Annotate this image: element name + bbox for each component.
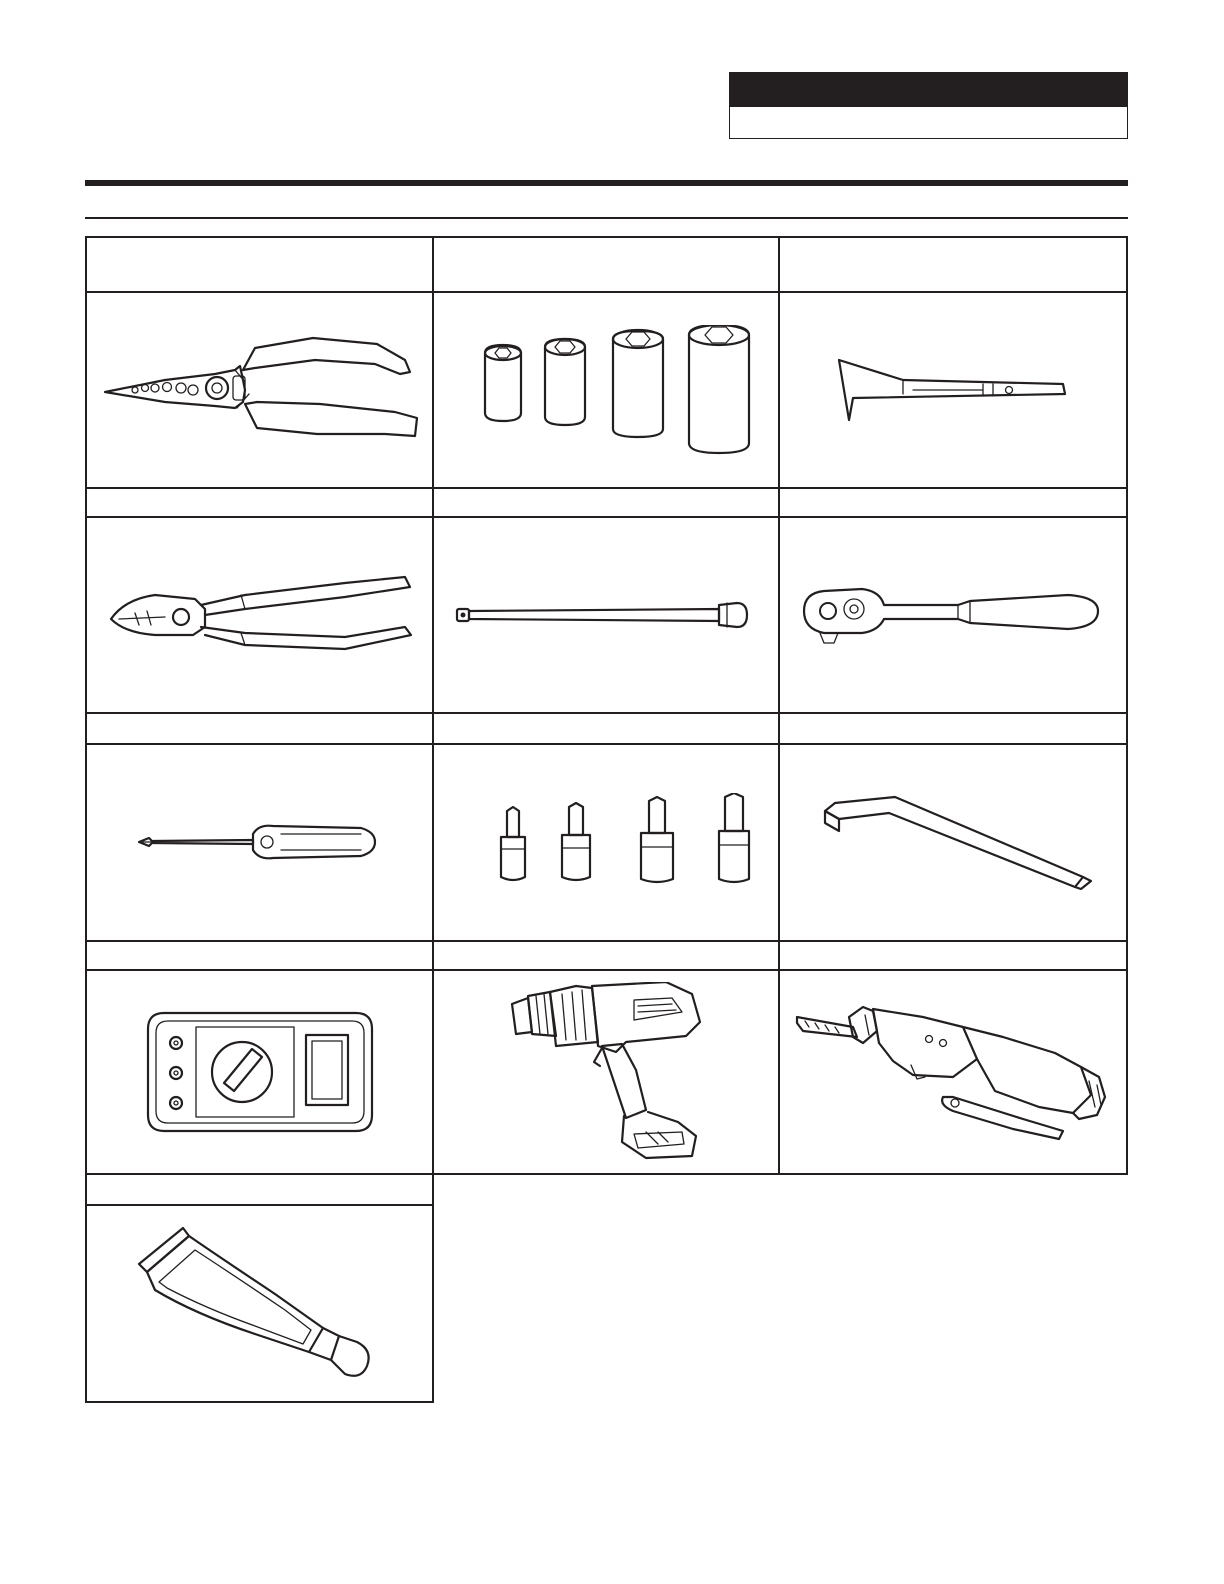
tool-label-8: [432, 712, 780, 745]
tool-image-cell-13: [85, 1204, 434, 1403]
tool-label-2: [432, 236, 780, 293]
tool-image-cell-1: [85, 291, 434, 489]
socket-extension-icon: [451, 595, 761, 635]
tool-image-cell-2: [432, 291, 780, 489]
tool-image-cell-10: [85, 969, 434, 1175]
tool-image-cell-5: [432, 516, 780, 714]
top-rule-thick: [85, 180, 1128, 186]
wire-stripper-icon: [95, 330, 425, 450]
tool-image-cell-9: [778, 743, 1128, 942]
tool-image-cell-12: [778, 969, 1128, 1175]
tool-image-cell-8: [432, 743, 780, 942]
tool-label-13: [85, 1173, 434, 1206]
tool-label-3: [778, 236, 1128, 293]
multimeter-icon: [140, 1007, 380, 1137]
tool-label-4: [85, 487, 434, 518]
tool-label-5: [432, 487, 780, 518]
tool-label-1: [85, 236, 434, 293]
tool-label-11: [432, 940, 780, 971]
socket-set-icon: [451, 325, 761, 455]
tool-label-9: [778, 712, 1128, 745]
header-box: [729, 72, 1128, 139]
hex-key-icon: [813, 793, 1093, 893]
torx-bit-socket-set-icon: [461, 793, 751, 893]
tool-image-cell-4: [85, 516, 434, 714]
tool-label-6: [778, 487, 1128, 518]
phillips-screwdriver-icon: [135, 818, 385, 868]
tool-image-cell-3: [778, 291, 1128, 489]
ratchet-icon: [798, 575, 1108, 655]
tool-label-7: [85, 712, 434, 745]
tool-label-10: [85, 940, 434, 971]
tool-label-12: [778, 940, 1128, 971]
grease-tube-icon: [135, 1224, 385, 1384]
tool-image-cell-7: [85, 743, 434, 942]
cordless-drill-icon: [506, 982, 706, 1162]
air-reciprocating-saw-icon: [793, 987, 1113, 1157]
tool-image-cell-11: [432, 969, 780, 1175]
trim-removal-tool-icon: [833, 350, 1073, 430]
tool-image-cell-6: [778, 516, 1128, 714]
slip-joint-pliers-icon: [105, 575, 415, 655]
section-rule-thin: [85, 217, 1128, 219]
header-title-band: [730, 73, 1127, 107]
